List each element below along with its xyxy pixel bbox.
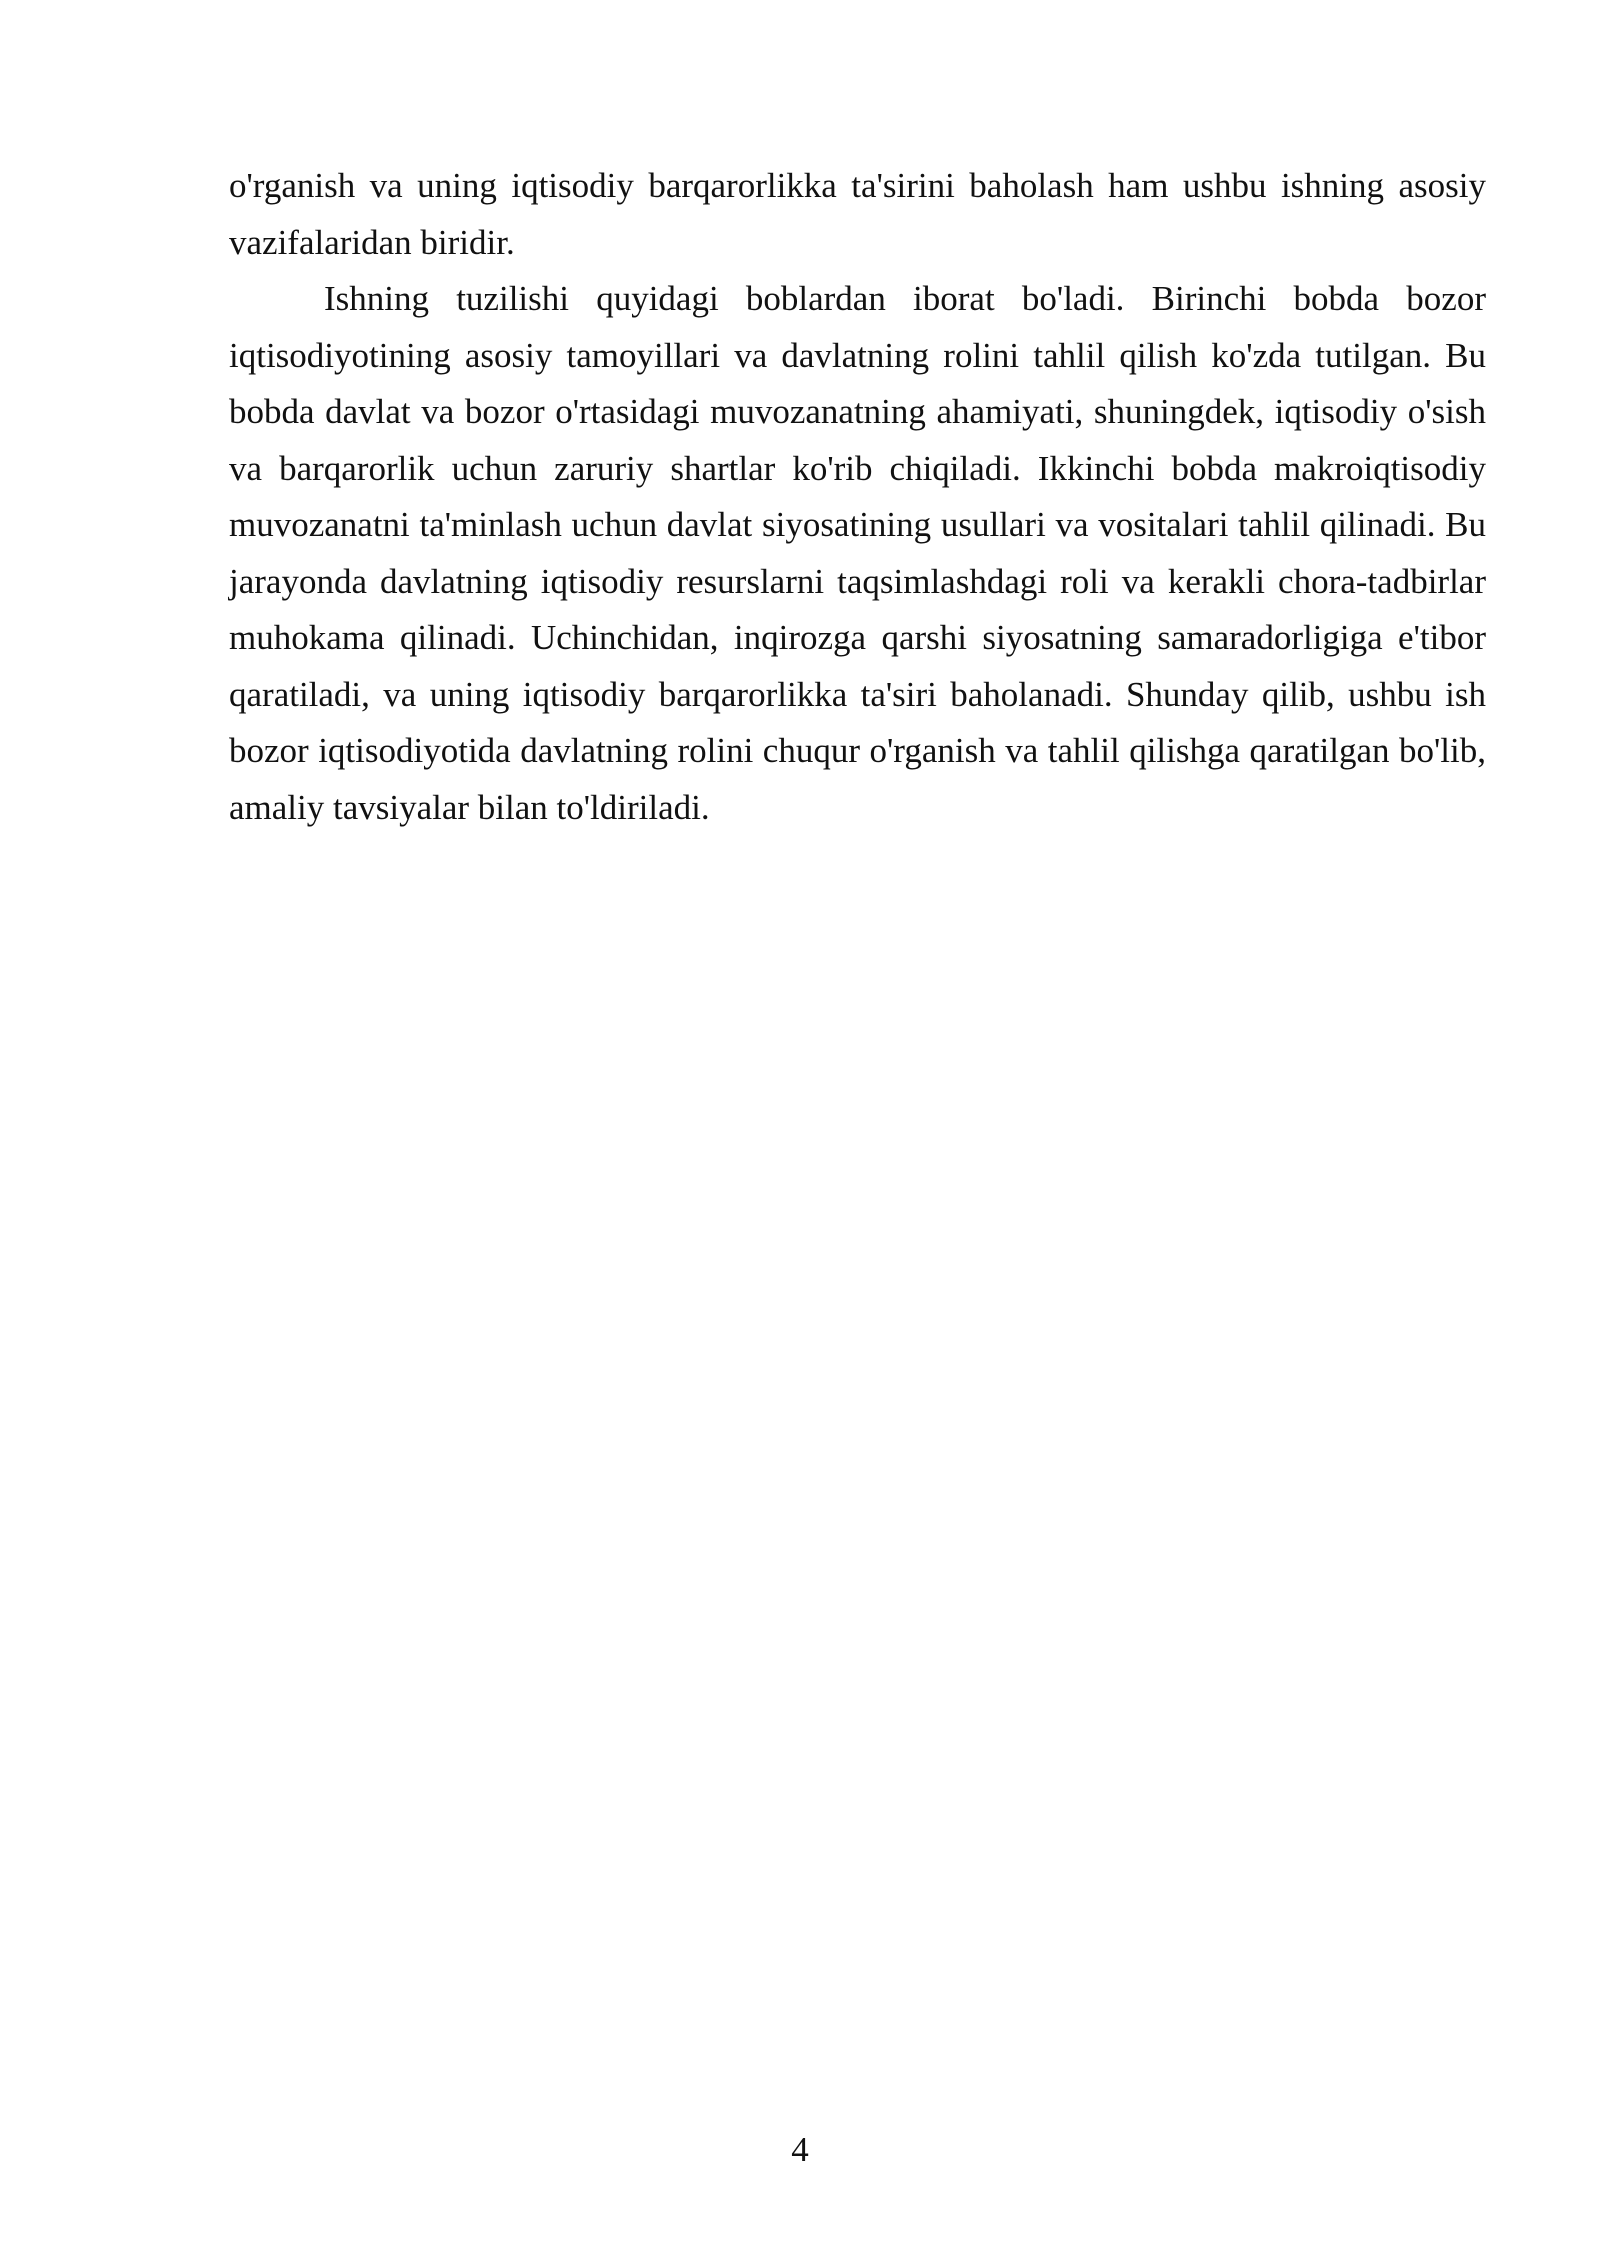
paragraph-structure: Ishning tuzilishi quyidagi boblardan iborat bo'ladi. Birinchi bobda bozor iqtisodiyotining asosiy tamoyillari va davlatning rolini tahlil qilish ko'zda tutilgan. Bu bobda davlat va bozor o'rtasidagi muvozanatning ahamiyati, shuningdek, iqtisodiy o'sish va barqarorlik uchun zaruriy shartlar ko'rib chiqiladi. Ikkinchi bobda makroiqtisodiy muvozanatni ta'minlash uchun davlat siyosatining usullari va vositalari tahlil qilinadi. Bu jarayonda davlatning iqtisodiy resurslarni taqsimlashdagi roli va kerakli chora-tadbirlar muhokama qilinadi. Uchinchidan, inqirozga qarshi siyosatning samaradorligiga e'tibor qaratiladi, va uning iqtisodiy barqarorlikka ta'siri baholanadi. Shunday qilib, ushbu ish bozor iqtisodiyotida davlatning rolini chuqur o'rganish va tahlil qilishga qaratilgan bo'lib, amaliy tavsiyalar bilan to'ldiriladi. xyxy=(229,279,1486,827)
body-text xyxy=(229,158,1486,836)
paragraph-continuation: o'rganish va uning iqtisodiy barqarorlikka ta'sirini baholash ham ushbu ishning asosiy vazifalaridan biridir. xyxy=(229,166,1486,262)
page-number: 4 xyxy=(791,2130,809,2169)
